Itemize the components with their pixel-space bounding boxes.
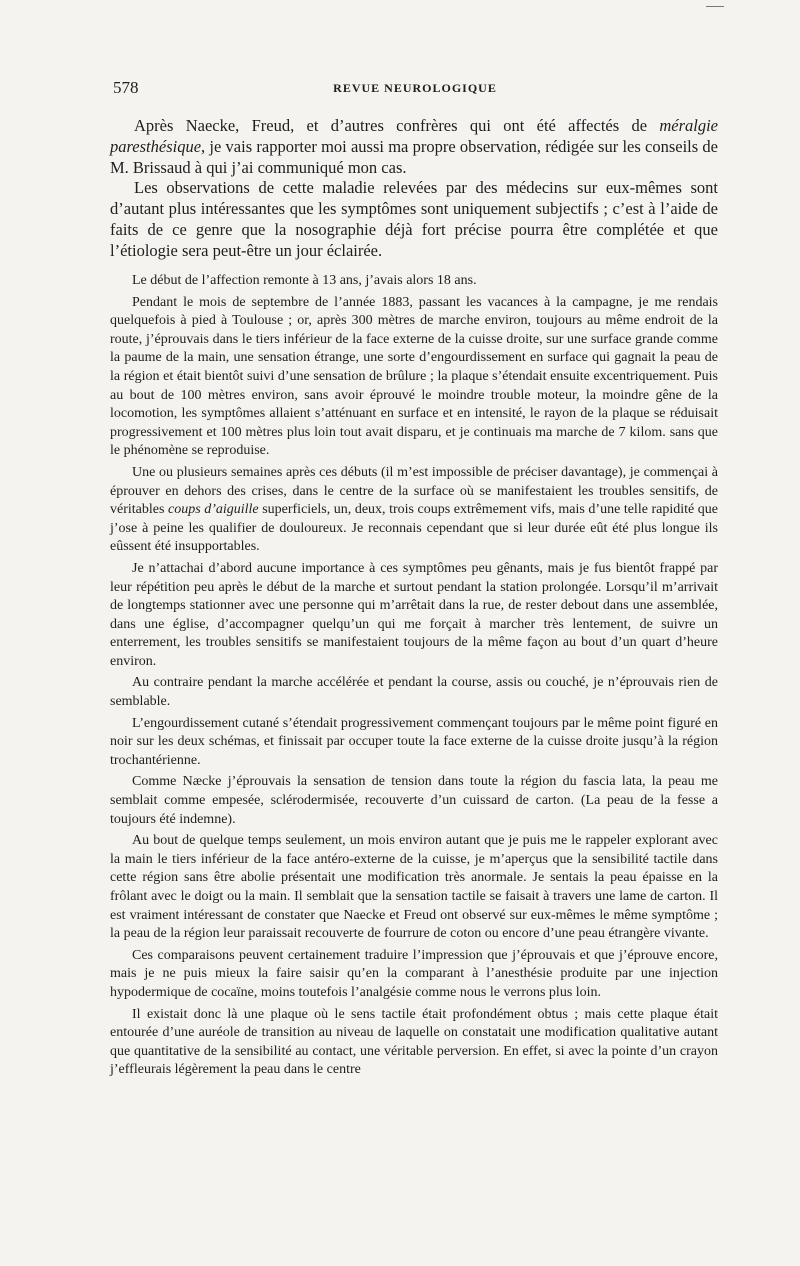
page-number: 578 bbox=[113, 78, 139, 97]
body-paragraph: L’engourdissement cutané s’étendait progressivement commençant toujours par le même point figuré en noir sur les deux schémas, et finissait par occuper toute la face externe de la cuisse droite jusqu’à la région trochantérienne. bbox=[110, 715, 718, 768]
page-header bbox=[113, 78, 717, 100]
running-title: REVUE NEUROLOGIQUE bbox=[333, 81, 497, 95]
body-paragraph: Je n’attachai d’abord aucune importance à ces symptômes peu gênants, mais je fus bientôt frappé par leur répétition peu après le début de la marche et surtout pendant la station prolongée. Lorsqu’il m’arrivait de longtemps stationner avec une personne qui m’arrêtait dans la rue, de rester debout dans une assemblée, dans une église, d’accompagner quelqu’un qui me forçait à marcher très lentement, de suivre un enterrement, les troubles sensitifs se manifestaient toujours de la même façon au bout d’un quart d’heure environ. bbox=[110, 560, 718, 669]
emphasis: méralgie paresthésique bbox=[110, 116, 718, 156]
body-paragraph: Pendant le mois de septembre de l’année 1883, passant les vacances à la campagne, je me rendais quelquefois à pied à Toulouse ; or, après 300 mètres de marche environ, toujours au même endroit de la route, j’éprouvais dans le tiers inférieur de la face externe de la cuisse droite, sur une surface grande comme la paume de la main, une sensation étrange, une sorte d’engourdissement en surface qui gagnait la peau de la région et était bientôt suivi d’une sensation de brûlure ; la plaque s’étendait ensuite excentriquement. Puis au bout de 100 mètres environ, sans avoir éprouvé le moindre trouble moteur, la moindre gêne de la locomotion, les symptômes allaient s’atténuant en surface et en intensité, le rayon de la plaque se réduisait progressivement et 100 mètres plus loin tout avait disparu, et je continuais ma marche de 7 kilom. sans que le phénomène se reproduise. bbox=[110, 294, 718, 459]
body-paragraph: Au contraire pendant la marche accélérée et pendant la course, assis ou couché, je n’éprouvais rien de semblable. bbox=[110, 675, 718, 710]
body-paragraph: Le début de l’affection remonte à 13 ans, j’avais alors 18 ans. bbox=[132, 273, 477, 288]
body-paragraph: Ces comparaisons peuvent certainement traduire l’impression que j’éprouvais et que j’éprouve encore, mais je ne puis mieux la faire saisir qu’en la comparant à l’anesthésie produite par une injection hypodermique de cocaïne, moins toutefois l’analgésie comme nous le verrons plus loin. bbox=[110, 947, 718, 1000]
intro-section bbox=[110, 116, 718, 262]
body-paragraph: Au bout de quelque temps seulement, un mois environ autant que je puis me le rappeler explorant avec la main le tiers inférieur de la face antéro-externe de la cuisse, je m’aperçus que la sensibilité tactile dans cette région sans être abolie présentait une modification très anormale. Je sentais la peau épaisse en la frôlant avec le doigt ou la main. Il semblait que la sensation tactile se faisait à travers une lame de carton. Il est vraiment intéressant de constater que Naecke et Freud ont observé sur eux-mêmes le même symptôme ; la peau de la région leur paraissait recouverte de fourrure de coton ou encore d’une peau étrangère vivante. bbox=[110, 833, 718, 942]
body-paragraph: Comme Næcke j’éprouvais la sensation de tension dans toute la région du fascia lata, la peau me semblait comme empesée, sclérodermisée, recouverte d’un cuissard de carton. (La peau de la fesse a toujours été indemne). bbox=[110, 774, 718, 827]
intro-paragraph: Les observations de cette maladie relevées par des médecins sur eux-mêmes sont d’autant plus intéressantes que les symptômes sont uniquement subjectifs ; c’est à l’aide de faits de ce genre que la nosographie déjà fort précise pourra être complétée et que l’étiologie sera peut-être un jour éclairée. bbox=[110, 178, 718, 260]
body-paragraph: Il existait donc là une plaque où le sens tactile était profondément obtus ; mais cette plaque était entourée d’une auréole de transition au niveau de laquelle on constatait une modification qualitative autant que quantitative de la sensibilité au contact, une véritable perversion. En effet, si avec la pointe d’un crayon j’effleurais légèrement la peau dans le centre bbox=[110, 1006, 718, 1078]
body-paragraph: Une ou plusieurs semaines après ces débuts (il m’est impossible de préciser davantage), je commençai à éprouver en dehors des crises, dans le centre de la surface où se manifestaient les troubles sensitifs, de véritables coups d’aiguille superficiels, un, deux, trois coups extrêmement vifs, mais d’une telle rapidité que j’ose à peine les qualifier de douloureux. Je reconnais cependant que si leur durée eût été plus longue ils eûssent été insupportables. bbox=[110, 464, 719, 555]
observation-section bbox=[110, 272, 718, 1083]
intro-paragraph: Après Naecke, Freud, et d’autres confrères qui ont été affectés de méralgie paresthésique, je vais rapporter moi aussi ma propre observation, rédigée sur les conseils de M. Brissaud à qui j’ai communiqué mon cas. bbox=[110, 116, 718, 177]
scan-mark bbox=[706, 6, 724, 7]
emphasis: coups d’aiguille bbox=[167, 502, 259, 518]
